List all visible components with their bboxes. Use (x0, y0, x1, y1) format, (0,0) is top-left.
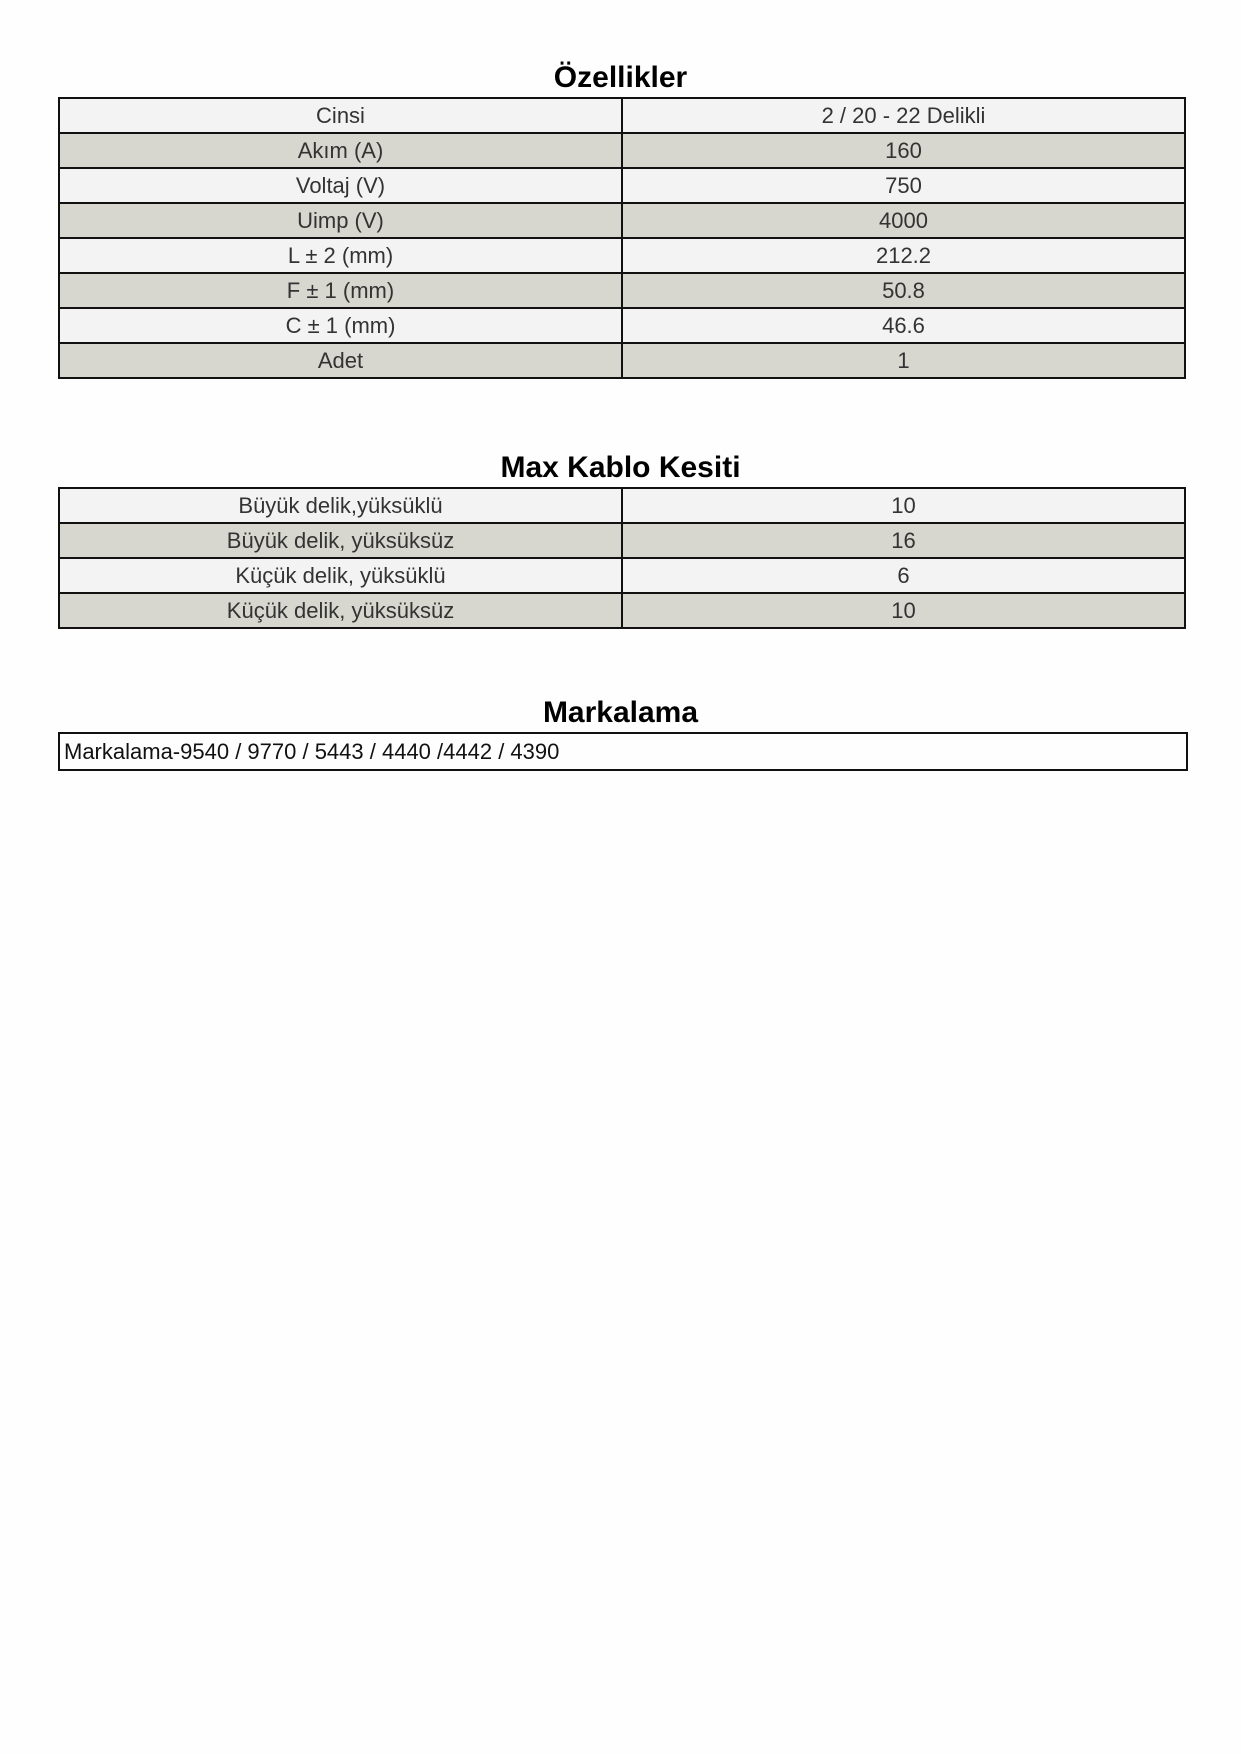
table-row (59, 593, 1185, 628)
row-value: 750 (622, 168, 1185, 203)
table-row (59, 273, 1185, 308)
row-value: 4000 (622, 203, 1185, 238)
table-row (59, 343, 1185, 378)
table-row (59, 133, 1185, 168)
table-row (59, 558, 1185, 593)
row-label: Akım (A) (59, 133, 622, 168)
table-row (59, 488, 1185, 523)
row-value: 50.8 (622, 273, 1185, 308)
row-label: Uimp (V) (59, 203, 622, 238)
row-label: F ± 1 (mm) (59, 273, 622, 308)
row-label: Büyük delik, yüksüksüz (59, 523, 622, 558)
row-label: Cinsi (59, 98, 622, 133)
row-value: 46.6 (622, 308, 1185, 343)
row-value: 1 (622, 343, 1185, 378)
row-value: 6 (622, 558, 1185, 593)
row-label: Küçük delik, yüksüklü (59, 558, 622, 593)
markalama-title: Markalama (542, 696, 699, 729)
row-label: C ± 1 (mm) (59, 308, 622, 343)
table-row (59, 98, 1185, 133)
table-row (59, 168, 1185, 203)
row-label: Voltaj (V) (59, 168, 622, 203)
max-kablo-table (58, 487, 1186, 629)
row-label: L ± 2 (mm) (59, 238, 622, 273)
table-row (59, 203, 1185, 238)
row-value: 10 (622, 593, 1185, 628)
row-value: 10 (622, 488, 1185, 523)
row-label: Adet (59, 343, 622, 378)
table-row (59, 308, 1185, 343)
row-value: 2 / 20 - 22 Delikli (622, 98, 1185, 133)
row-value: 212.2 (622, 238, 1185, 273)
row-value: 160 (622, 133, 1185, 168)
table-row (59, 523, 1185, 558)
ozellikler-table (58, 97, 1186, 379)
table-row (59, 238, 1185, 273)
max-kablo-title: Max Kablo Kesiti (500, 451, 741, 484)
row-value: 16 (622, 523, 1185, 558)
row-label: Büyük delik,yüksüklü (59, 488, 622, 523)
markalama-text: Markalama-9540 / 9770 / 5443 / 4440 /4442 / 4390 (58, 732, 1188, 771)
ozellikler-title: Özellikler (553, 61, 688, 94)
row-label: Küçük delik, yüksüksüz (59, 593, 622, 628)
